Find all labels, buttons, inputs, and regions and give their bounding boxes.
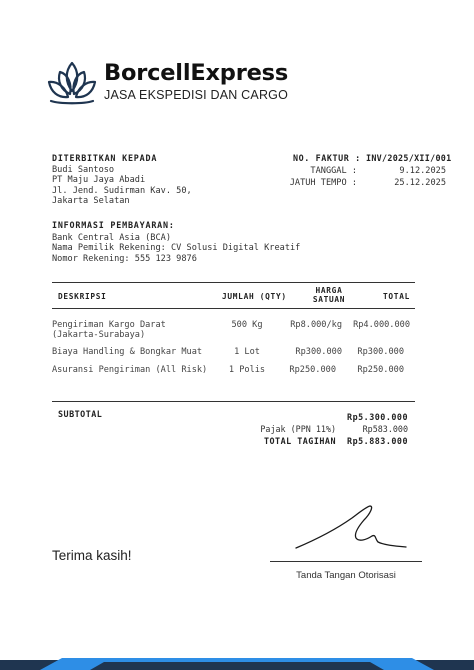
row-description: Pengiriman Kargo Darat xyxy=(52,320,166,330)
thank-you-note: Terima kasih! xyxy=(52,548,132,563)
billed-to-label: DITERBITKAN KEPADA xyxy=(52,153,158,163)
billed-to-name: Budi Santoso xyxy=(52,165,115,175)
col-header-unit-price-line-2: SATUAN xyxy=(312,295,346,304)
row-quantity: 1 Lot xyxy=(234,347,260,357)
row-quantity: 500 Kg xyxy=(231,320,263,330)
table-row xyxy=(52,320,166,340)
invoice-number: INV/2025/XII/001 xyxy=(366,153,452,163)
payment-account: Nomor Rekening: 555 123 9876 xyxy=(52,253,197,264)
total-due-label: TOTAL TAGIHAN xyxy=(263,436,336,446)
row-total: Rp300.000 xyxy=(357,347,404,357)
signature-line xyxy=(270,561,422,562)
col-header-description: DESKRIPSI xyxy=(58,292,107,301)
row-description: Asuransi Pengiriman (All Risk) xyxy=(52,365,208,375)
row-unit-price: Rp8.000/kg xyxy=(290,320,342,330)
payment-bank: Bank Central Asia (BCA) xyxy=(52,233,171,243)
row-total: Rp250.000 xyxy=(357,365,404,375)
total-due-value: Rp5.883.000 xyxy=(347,436,408,446)
lotus-logo-icon xyxy=(46,60,98,108)
table-top-rule xyxy=(52,282,415,283)
payment-info-block xyxy=(52,233,300,264)
invoice-date-label: TANGGAL : xyxy=(310,166,357,176)
billed-to-company: PT Maju Jaya Abadi xyxy=(52,175,146,186)
invoice-due-label: JATUH TEMPO : xyxy=(289,178,357,188)
invoice-date: 9.12.2025 xyxy=(399,166,446,176)
subtotal-label: SUBTOTAL xyxy=(58,409,103,419)
subtotal-value: Rp5.300.000 xyxy=(347,412,408,422)
tax-label: Pajak (PPN 11%) xyxy=(260,424,336,434)
col-header-unit-price-line-1: HARGA xyxy=(315,286,343,295)
signature-caption: Tanda Tangan Otorisasi xyxy=(296,570,396,581)
row-description-detail: (Jakarta-Surabaya) xyxy=(52,330,146,340)
table-bottom-rule xyxy=(52,401,415,402)
payment-holder: Nama Pemilik Rekening: CV Solusi Digital Kreatif xyxy=(52,243,301,254)
tax-value: Rp583.000 xyxy=(362,424,408,434)
billed-to-address-1: Jl. Jend. Sudirman Kav. 50, xyxy=(52,185,192,196)
signature xyxy=(290,500,410,556)
row-description: Biaya Handling & Bongkar Muat xyxy=(52,347,203,357)
billed-to-block xyxy=(52,165,192,207)
row-unit-price: Rp250.000 xyxy=(289,365,336,375)
col-header-unit-price xyxy=(300,286,358,304)
billed-to-address-2: Jakarta Selatan xyxy=(52,196,130,207)
col-header-total: TOTAL xyxy=(383,292,410,301)
row-quantity: 1 Polis xyxy=(228,365,266,375)
row-total: Rp4.000.000 xyxy=(353,320,410,330)
footer-decoration xyxy=(0,648,474,670)
company-name: BorcellExpress xyxy=(104,60,289,86)
company-tagline: JASA EKSPEDISI DAN CARGO xyxy=(104,88,289,102)
invoice-due-date: 25.12.2025 xyxy=(394,178,446,188)
payment-info-label: INFORMASI PEMBAYARAN: xyxy=(52,220,175,230)
table-header-rule xyxy=(52,308,415,309)
table-row xyxy=(52,347,202,357)
col-header-quantity: JUMLAH (QTY) xyxy=(222,292,287,301)
invoice-number-label: NO. FAKTUR : xyxy=(293,153,361,163)
table-row xyxy=(52,365,207,375)
row-unit-price: Rp300.000 xyxy=(295,347,342,357)
